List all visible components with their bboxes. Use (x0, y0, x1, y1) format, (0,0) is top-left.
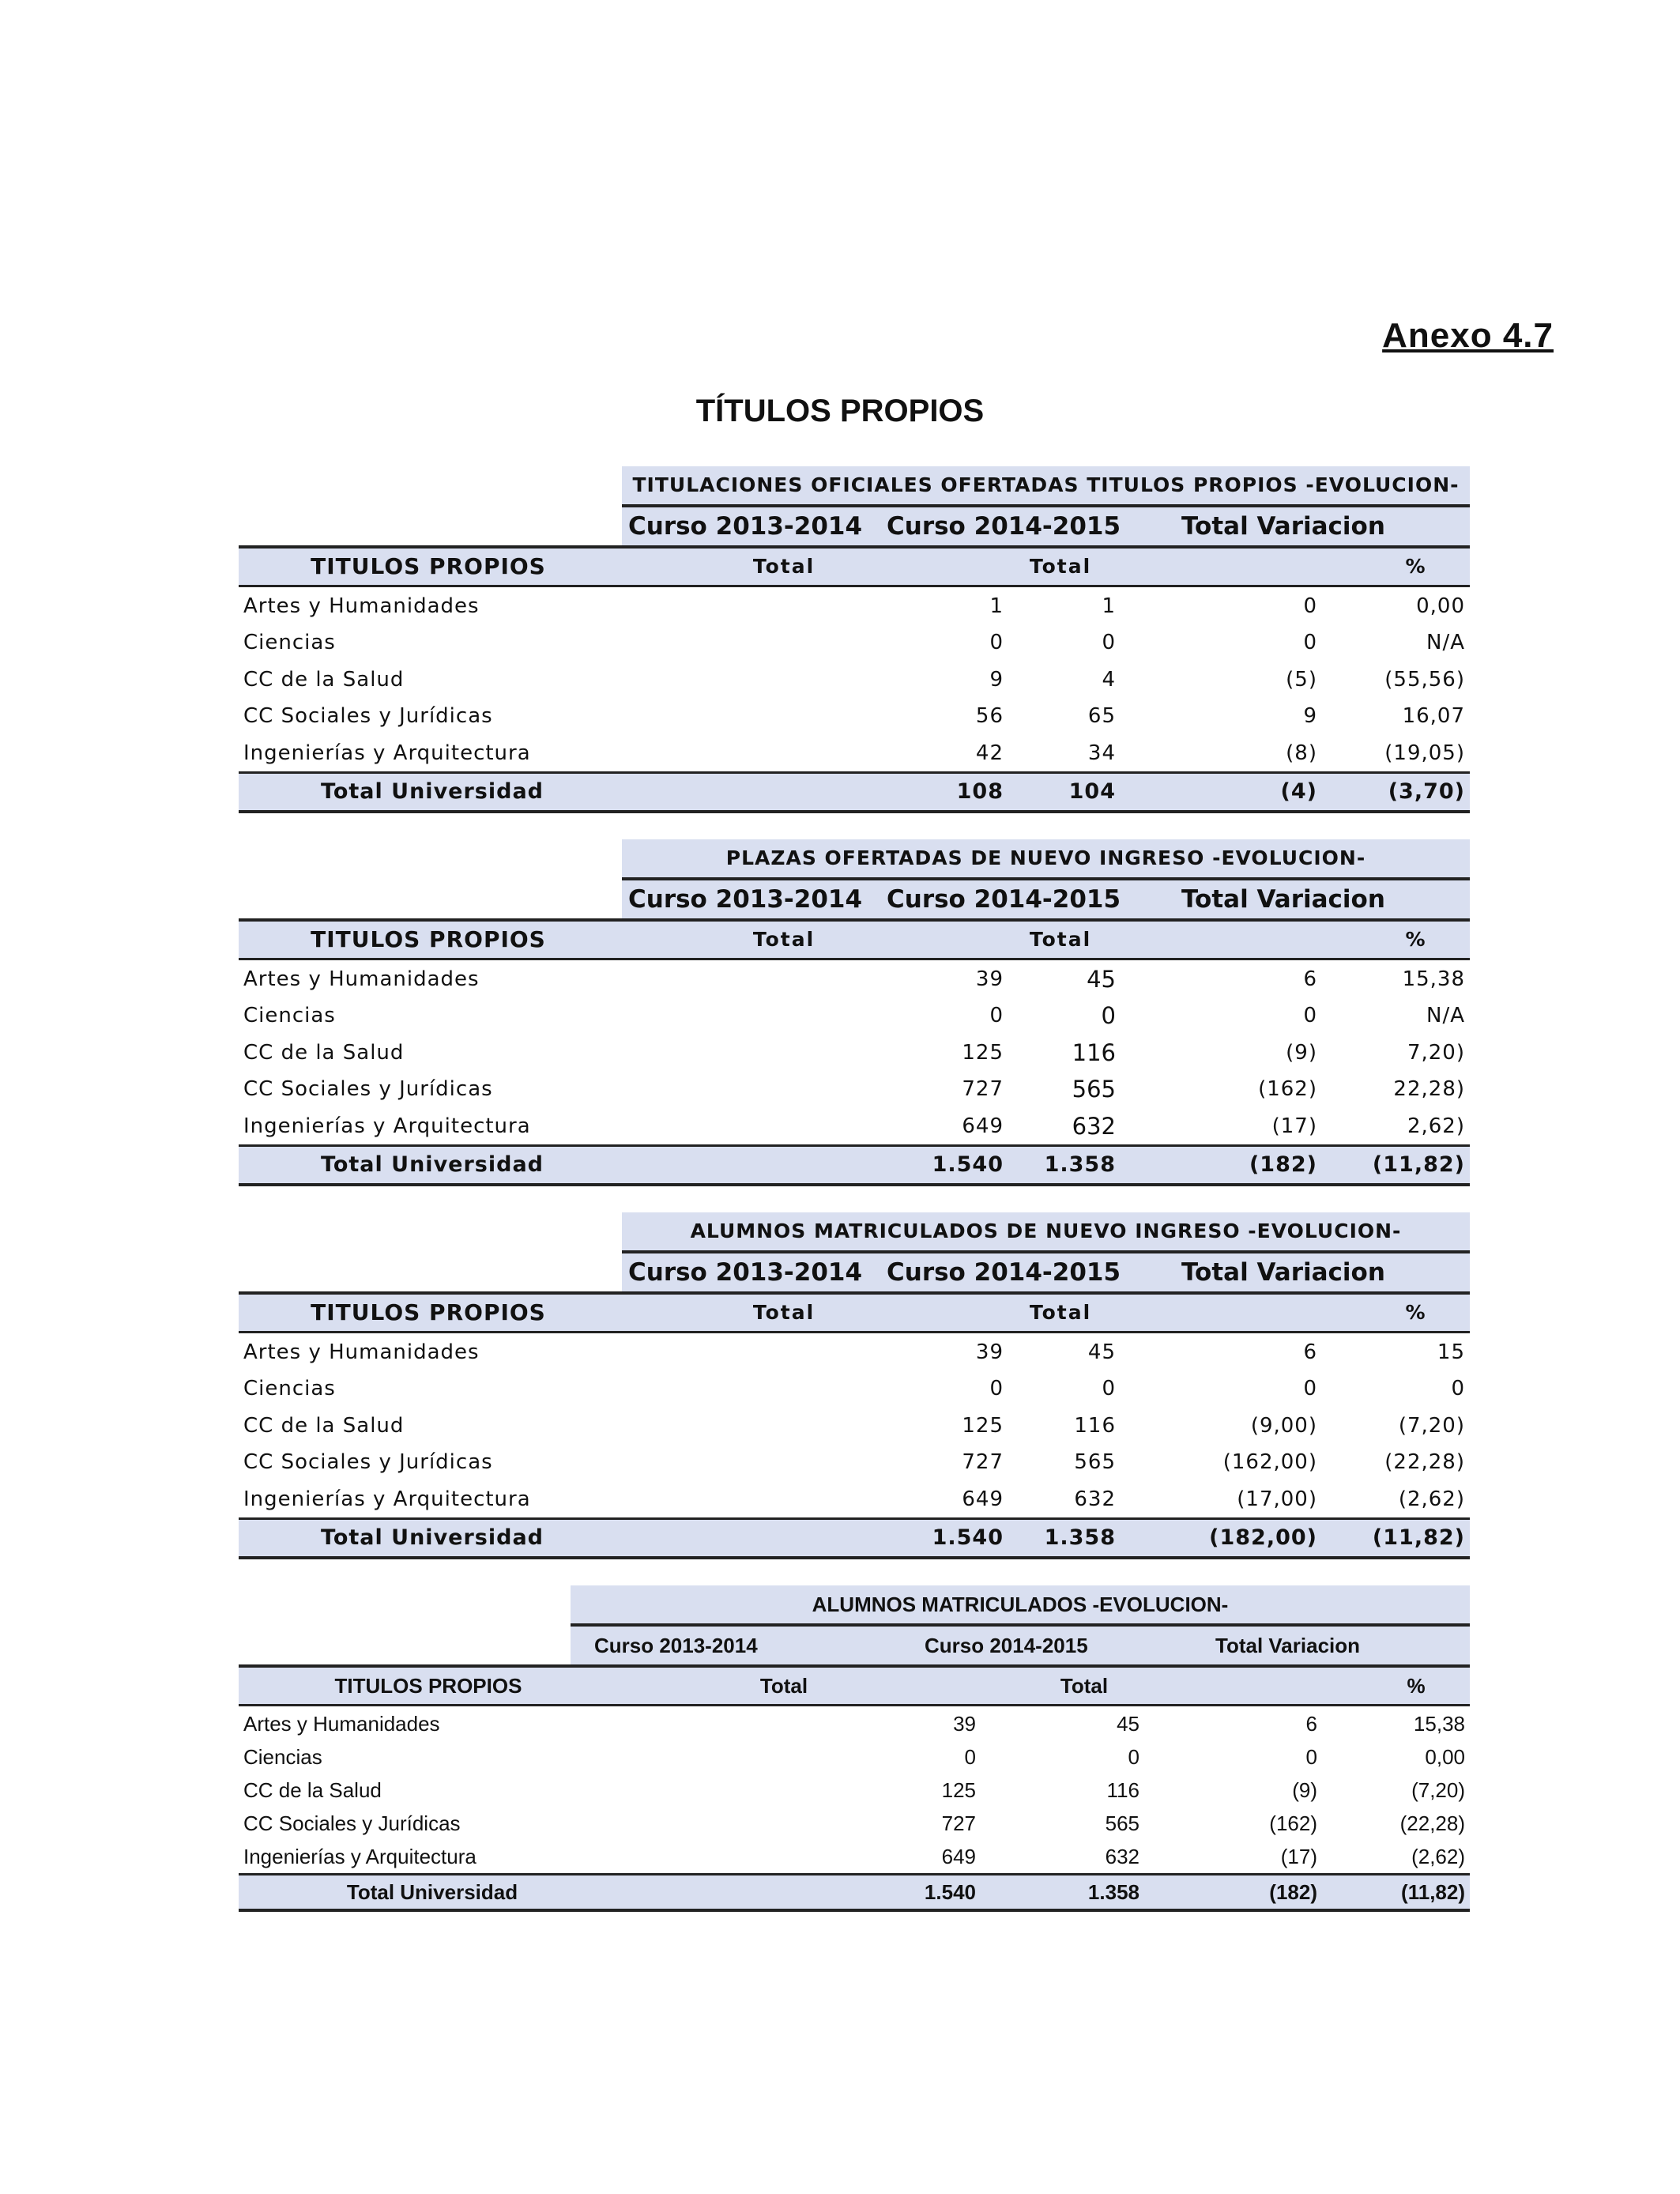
variation-pct: 15,38 (1413, 1712, 1465, 1736)
total-variacion-label: Total Variacion (1215, 1634, 1361, 1657)
column-header-row (239, 1668, 1470, 1704)
row-category: Ingenierías y Arquitectura (243, 741, 531, 765)
pct-header: % (1405, 1301, 1427, 1324)
bottom-rule (239, 1556, 1470, 1559)
table-row (239, 588, 1470, 624)
variation-abs: (9) (1286, 1040, 1317, 1065)
variation-abs: (162) (1269, 1811, 1317, 1835)
value-2014: 4 (1102, 667, 1116, 692)
value-2013: 125 (962, 1040, 1004, 1065)
variation-abs: (17,00) (1237, 1487, 1317, 1511)
variation-pct: 16,07 (1402, 704, 1465, 729)
row-category: CC Sociales y Jurídicas (243, 1450, 493, 1475)
label-rule (239, 1704, 1470, 1706)
total-variation-abs: (182) (1249, 1152, 1317, 1177)
total-2014: 1.358 (1087, 1880, 1139, 1904)
label-rule (239, 1331, 1470, 1333)
total-variation-pct: (11,82) (1372, 1525, 1465, 1550)
value-2013: 56 (975, 704, 1004, 729)
total-2013: 1.540 (932, 1525, 1004, 1550)
total-row (239, 774, 1470, 810)
total-2013-header: Total (759, 1674, 808, 1698)
variation-abs: (17) (1271, 1114, 1317, 1138)
row-category: CC de la Salud (243, 1413, 405, 1438)
value-2014: 565 (1072, 1076, 1116, 1103)
total-variation-pct: (11,82) (1372, 1152, 1465, 1177)
column-header-row (239, 548, 1470, 585)
variation-pct: (19,05) (1384, 741, 1465, 765)
value-2014: 45 (1087, 1340, 1116, 1364)
table-caption: PLAZAS OFERTADAS DE NUEVO INGRESO -EVOLUCION- (725, 846, 1366, 869)
table-row (239, 1774, 1470, 1807)
table-row (239, 1408, 1470, 1444)
table-row (239, 1481, 1470, 1517)
curso-row (239, 880, 1470, 918)
curso-2014-label: Curso 2014-2015 (887, 512, 1121, 541)
variation-pct: (2,62) (1398, 1487, 1465, 1511)
variation-abs: 6 (1303, 1340, 1317, 1364)
total-label: Total Universidad (321, 1152, 544, 1177)
total-variacion-label: Total Variacion (1181, 512, 1385, 541)
curso-2014-label: Curso 2014-2015 (887, 885, 1121, 914)
row-header-label: TITULOS PROPIOS (311, 1299, 546, 1325)
variation-abs: 0 (1303, 631, 1317, 655)
value-2014: 116 (1106, 1778, 1139, 1802)
variation-abs: 0 (1303, 594, 1317, 618)
value-2014: 1 (1102, 594, 1116, 618)
table-row (239, 1370, 1470, 1407)
variation-pct: (22,28) (1399, 1811, 1465, 1835)
table-row (239, 1071, 1470, 1107)
bottom-rule (239, 810, 1470, 813)
variation-pct: 0,00 (1416, 594, 1465, 618)
table-row (239, 1740, 1470, 1774)
value-2013: 0 (964, 1745, 976, 1769)
table-row (239, 662, 1470, 698)
value-2014: 565 (1105, 1811, 1139, 1835)
value-2013: 125 (962, 1413, 1004, 1438)
row-category: Artes y Humanidades (243, 1712, 440, 1736)
variation-pct: (2,62) (1411, 1845, 1465, 1868)
variation-pct: N/A (1426, 631, 1465, 655)
variation-abs: (9) (1292, 1778, 1317, 1802)
value-2014: 116 (1072, 1039, 1116, 1066)
curso-row (239, 1627, 1470, 1664)
total-variation-pct: (3,70) (1388, 779, 1465, 804)
table-row (239, 961, 1470, 997)
variation-abs: (5) (1286, 667, 1317, 692)
row-category: Ciencias (243, 1004, 336, 1028)
row-category: CC Sociales y Jurídicas (243, 1077, 493, 1102)
row-category: Ingenierías y Arquitectura (243, 1845, 477, 1868)
row-category: Artes y Humanidades (243, 594, 480, 618)
total-variacion-label: Total Variacion (1181, 885, 1385, 914)
total-2014-header: Total (1029, 555, 1092, 578)
row-category: Ingenierías y Arquitectura (243, 1114, 531, 1138)
table-row (239, 1334, 1470, 1370)
value-2013: 39 (975, 1340, 1004, 1364)
variation-pct: (55,56) (1384, 667, 1465, 692)
variation-abs: 0 (1303, 1377, 1317, 1401)
table-caption-band (622, 839, 1470, 877)
curso-row (239, 507, 1470, 545)
table-row (239, 624, 1470, 661)
table-row (239, 1840, 1470, 1873)
table-caption-band (571, 1585, 1470, 1623)
variation-pct: 22,28) (1393, 1077, 1465, 1102)
table-row (239, 1035, 1470, 1071)
total-2013: 1.540 (924, 1880, 976, 1904)
value-2013: 649 (941, 1845, 976, 1868)
total-2013-header: Total (752, 1301, 816, 1324)
curso-2013-label: Curso 2013-2014 (628, 1258, 863, 1287)
value-2013: 125 (941, 1778, 976, 1802)
table-row (239, 997, 1470, 1034)
variation-pct: (22,28) (1384, 1450, 1465, 1475)
value-2013: 649 (962, 1114, 1004, 1138)
value-2014: 65 (1087, 704, 1116, 729)
row-category: CC de la Salud (243, 667, 405, 692)
row-header-label: TITULOS PROPIOS (311, 926, 546, 952)
row-category: Artes y Humanidades (243, 967, 480, 991)
value-2014: 0 (1102, 1377, 1116, 1401)
pct-header: % (1405, 555, 1427, 578)
variation-pct: 15,38 (1402, 967, 1465, 991)
variation-abs: (9,00) (1250, 1413, 1317, 1438)
total-variation-pct: (11,82) (1401, 1880, 1465, 1904)
table-row (239, 1444, 1470, 1480)
column-header-row (239, 1295, 1470, 1331)
curso-2014-label: Curso 2014-2015 (925, 1634, 1088, 1657)
variation-pct: 0,00 (1425, 1745, 1465, 1769)
column-header-row (239, 922, 1470, 958)
row-category: Artes y Humanidades (243, 1340, 480, 1364)
total-2014: 104 (1068, 779, 1116, 804)
total-row (239, 1147, 1470, 1183)
row-category: CC Sociales y Jurídicas (243, 704, 493, 729)
table-row (239, 735, 1470, 771)
total-variation-abs: (182,00) (1209, 1525, 1317, 1550)
value-2013: 42 (975, 741, 1004, 765)
value-2013: 1 (989, 594, 1004, 618)
value-2013: 0 (989, 631, 1004, 655)
value-2014: 565 (1074, 1450, 1116, 1475)
row-category: Ciencias (243, 1377, 336, 1401)
total-2013: 1.540 (932, 1152, 1004, 1177)
row-category: Ingenierías y Arquitectura (243, 1487, 531, 1511)
total-2013: 108 (956, 779, 1004, 804)
total-label: Total Universidad (321, 1525, 544, 1550)
value-2013: 39 (953, 1712, 976, 1736)
total-variacion-label: Total Variacion (1181, 1258, 1385, 1287)
value-2013: 0 (989, 1004, 1004, 1028)
variation-abs: 0 (1305, 1745, 1317, 1769)
value-2013: 9 (989, 667, 1004, 692)
table-row (239, 1707, 1470, 1740)
row-category: CC Sociales y Jurídicas (243, 1811, 461, 1835)
bottom-rule (239, 1909, 1470, 1912)
variation-pct: (7,20) (1398, 1413, 1465, 1438)
table-caption-band (622, 466, 1470, 504)
total-2014: 1.358 (1044, 1152, 1116, 1177)
curso-2014-label: Curso 2014-2015 (887, 1258, 1121, 1287)
value-2014: 34 (1087, 741, 1116, 765)
value-2014: 0 (1128, 1745, 1139, 1769)
table-caption: ALUMNOS MATRICULADOS -EVOLUCION- (812, 1593, 1229, 1616)
total-2014-header: Total (1029, 928, 1092, 951)
value-2014: 0 (1101, 1002, 1116, 1030)
table-caption: ALUMNOS MATRICULADOS DE NUEVO INGRESO -EVOLUCION- (690, 1220, 1402, 1242)
variation-abs: (162) (1258, 1077, 1317, 1102)
variation-abs: 6 (1305, 1712, 1317, 1736)
curso-2013-label: Curso 2013-2014 (628, 512, 863, 541)
table-caption-band (622, 1212, 1470, 1250)
variation-abs: 0 (1303, 1004, 1317, 1028)
table-row (239, 1108, 1470, 1144)
total-row (239, 1520, 1470, 1556)
variation-pct: 2,62) (1407, 1114, 1465, 1138)
label-rule (239, 585, 1470, 587)
value-2014: 45 (1117, 1712, 1139, 1736)
value-2013: 727 (941, 1811, 976, 1835)
variation-pct: 7,20) (1407, 1040, 1465, 1065)
total-variation-abs: (4) (1280, 779, 1317, 804)
bottom-rule (239, 1183, 1470, 1186)
variation-pct: 15 (1437, 1340, 1465, 1364)
row-category: CC de la Salud (243, 1040, 405, 1065)
value-2013: 0 (989, 1377, 1004, 1401)
total-variation-abs: (182) (1269, 1880, 1317, 1904)
label-rule (239, 958, 1470, 960)
variation-abs: (8) (1286, 741, 1317, 765)
total-2014: 1.358 (1044, 1525, 1116, 1550)
value-2013: 39 (975, 967, 1004, 991)
row-category: CC de la Salud (243, 1778, 382, 1802)
table-caption: TITULACIONES OFICIALES OFERTADAS TITULOS PROPIOS -EVOLUCION- (632, 473, 1460, 496)
curso-2013-label: Curso 2013-2014 (628, 885, 863, 914)
variation-pct: N/A (1426, 1004, 1465, 1028)
variation-abs: (17) (1280, 1845, 1317, 1868)
value-2013: 727 (962, 1077, 1004, 1102)
total-label: Total Universidad (346, 1880, 518, 1904)
value-2014: 632 (1072, 1112, 1116, 1140)
total-label: Total Universidad (321, 779, 544, 804)
variation-abs: 9 (1303, 704, 1317, 729)
value-2014: 116 (1074, 1413, 1116, 1438)
page-title: TÍTULOS PROPIOS (695, 394, 985, 428)
table-row (239, 1807, 1470, 1840)
variation-pct: 0 (1451, 1377, 1465, 1401)
total-2014-header: Total (1060, 1674, 1109, 1698)
row-header-label: TITULOS PROPIOS (334, 1674, 522, 1698)
value-2013: 649 (962, 1487, 1004, 1511)
row-category: Ciencias (243, 1745, 322, 1769)
value-2014: 45 (1087, 966, 1116, 993)
variation-abs: (162,00) (1222, 1450, 1317, 1475)
variation-abs: 6 (1303, 967, 1317, 991)
total-2014-header: Total (1029, 1301, 1092, 1324)
pct-header: % (1405, 928, 1427, 951)
row-category: Ciencias (243, 631, 336, 655)
row-header-label: TITULOS PROPIOS (311, 553, 546, 579)
total-row (239, 1875, 1470, 1909)
pct-header: % (1407, 1674, 1426, 1698)
value-2014: 632 (1105, 1845, 1139, 1868)
total-2013-header: Total (752, 928, 816, 951)
variation-pct: (7,20) (1411, 1778, 1465, 1802)
value-2014: 632 (1074, 1487, 1116, 1511)
table-row (239, 698, 1470, 734)
value-2014: 0 (1102, 631, 1116, 655)
total-2013-header: Total (752, 555, 816, 578)
value-2013: 727 (962, 1450, 1004, 1475)
annex-label: Anexo 4.7 (1382, 316, 1554, 355)
curso-row (239, 1253, 1470, 1291)
curso-2013-label: Curso 2013-2014 (594, 1634, 758, 1657)
